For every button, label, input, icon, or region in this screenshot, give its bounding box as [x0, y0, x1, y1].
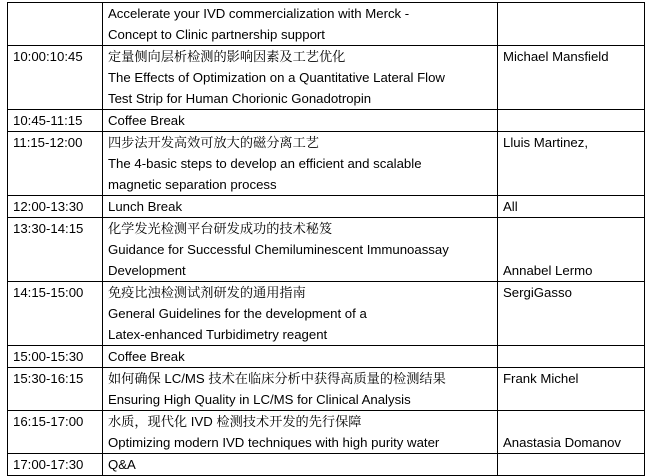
time-cell: [8, 368, 103, 411]
speaker-name: Michael Mansfield: [503, 49, 609, 64]
topic-cell: [103, 218, 498, 282]
topic-line: The Effects of Optimization on a Quantitative Lateral Flow: [108, 70, 445, 85]
topic-line: 定量侧向层析检测的影响因素及工艺优化: [108, 49, 346, 64]
time-cell: [8, 46, 103, 110]
speaker-name: Lluis Martinez,: [503, 135, 589, 150]
agenda-row: [8, 132, 645, 196]
topic-line: Q&A: [108, 457, 136, 472]
topic-cell: [103, 454, 498, 476]
topic-line: Coffee Break: [108, 113, 185, 128]
topic-cell: [103, 368, 498, 411]
topic-cell: [103, 46, 498, 110]
time-slot: 14:15-15:00: [13, 285, 84, 300]
topic-line: Accelerate your IVD commercialization with Merck -: [108, 6, 410, 21]
topic-line: Coffee Break: [108, 349, 185, 364]
speaker-cell: [498, 132, 645, 196]
topic-line: The 4-basic steps to develop an efficient and scalable: [108, 156, 422, 171]
topic-line: Test Strip for Human Chorionic Gonadotropin: [108, 91, 372, 106]
speaker-cell: [498, 411, 645, 454]
time-cell: [8, 346, 103, 368]
topic-cell: [103, 3, 498, 46]
speaker-cell: [498, 3, 645, 46]
topic-line: Ensuring High Quality in LC/MS for Clinical Analysis: [108, 392, 411, 407]
speaker-name: SergiGasso: [503, 285, 572, 300]
topic-line: Optimizing modern IVD techniques with high purity water: [108, 435, 440, 450]
agenda-table: [7, 2, 645, 476]
time-cell: [8, 132, 103, 196]
agenda-row: [8, 218, 645, 282]
time-slot: 10:00:10:45: [13, 49, 83, 64]
time-slot: 11:15-12:00: [13, 135, 83, 150]
time-slot: 17:00-17:30: [13, 457, 84, 472]
agenda-row: [8, 411, 645, 454]
time-slot: 12:00-13:30: [13, 199, 84, 214]
time-cell: [8, 411, 103, 454]
agenda-body: [8, 3, 645, 476]
speaker-name: [503, 3, 640, 24]
speaker-cell: [498, 346, 645, 368]
agenda-row: [8, 454, 645, 476]
agenda-row: [8, 196, 645, 218]
time-slot: 15:00-15:30: [13, 349, 84, 364]
time-cell: [8, 3, 103, 46]
topic-line: magnetic separation process: [108, 177, 277, 192]
topic-cell: [103, 132, 498, 196]
topic-line: Guidance for Successful Chemiluminescent Immunoassay: [108, 242, 449, 257]
topic-line: 四步法开发高效可放大的磁分离工艺: [108, 135, 319, 150]
time-slot: 10:45-11:15: [13, 113, 83, 128]
time-cell: [8, 110, 103, 132]
topic-line: Development: [108, 263, 186, 278]
topic-line: General Guidelines for the development of a: [108, 306, 367, 321]
speaker-name: Frank Michel: [503, 371, 579, 386]
time-cell: [8, 196, 103, 218]
agenda-row: [8, 368, 645, 411]
speaker-name: [503, 346, 640, 367]
agenda-row: [8, 110, 645, 132]
speaker-name: Anastasia Domanov: [503, 435, 622, 450]
time-cell: [8, 218, 103, 282]
time-slot: [13, 3, 98, 24]
topic-line: 免疫比浊检测试剂研发的通用指南: [108, 285, 306, 300]
speaker-cell: [498, 368, 645, 411]
speaker-cell: [498, 282, 645, 346]
topic-cell: [103, 196, 498, 218]
agenda-row: [8, 346, 645, 368]
time-slot: 13:30-14:15: [13, 221, 84, 236]
speaker-cell: [498, 218, 645, 282]
time-slot: 16:15-17:00: [13, 414, 84, 429]
speaker-cell: [498, 110, 645, 132]
speaker-name: [503, 110, 640, 131]
agenda-row: [8, 46, 645, 110]
speaker-name: Annabel Lermo: [503, 263, 593, 278]
speaker-cell: [498, 196, 645, 218]
topic-line: Concept to Clinic partnership support: [108, 27, 325, 42]
speaker-name: All: [503, 199, 518, 214]
topic-cell: [103, 346, 498, 368]
time-cell: [8, 282, 103, 346]
time-cell: [8, 454, 103, 476]
agenda-row: [8, 3, 645, 46]
agenda-row: [8, 282, 645, 346]
topic-line: Lunch Break: [108, 199, 183, 214]
topic-cell: [103, 110, 498, 132]
topic-cell: [103, 411, 498, 454]
speaker-cell: [498, 454, 645, 476]
speaker-cell: [498, 46, 645, 110]
topic-line: 如何确保 LC/MS 技术在临床分析中获得高质量的检测结果: [108, 371, 446, 386]
topic-line: 化学发光检测平台研发成功的技术秘笈: [108, 221, 333, 236]
time-slot: 15:30-16:15: [13, 371, 84, 386]
topic-line: Latex-enhanced Turbidimetry reagent: [108, 327, 328, 342]
topic-cell: [103, 282, 498, 346]
topic-line: 水质，现代化 IVD 检测技术开发的先行保障: [108, 414, 362, 429]
